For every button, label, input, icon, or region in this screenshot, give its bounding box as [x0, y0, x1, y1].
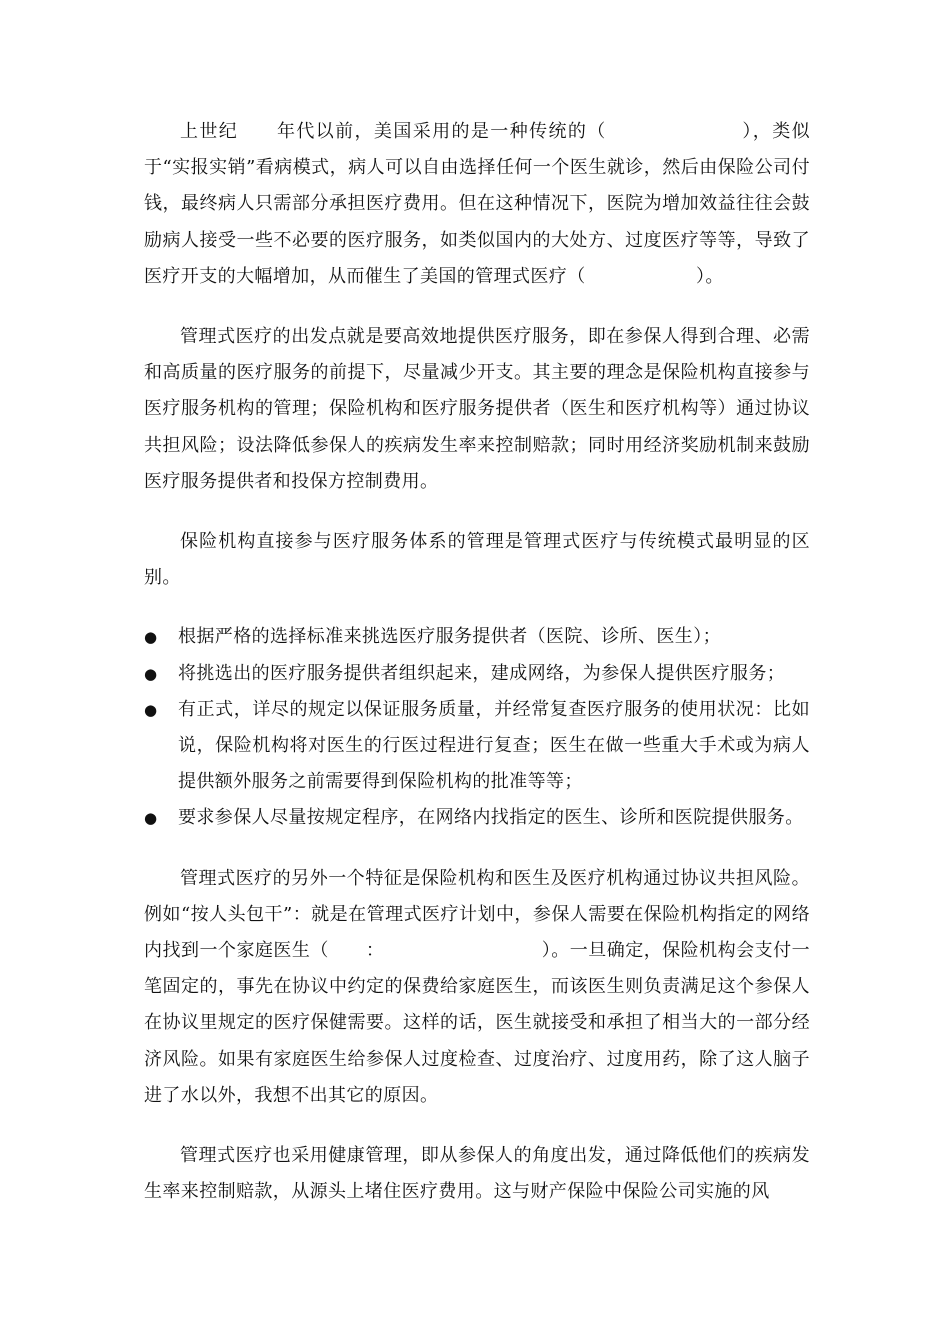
list-item-text: 根据严格的选择标准来挑选医疗服务提供者（医院、诊所、医生）； — [178, 626, 721, 648]
bullet-dot-icon: ● — [144, 628, 158, 647]
paragraph-difference: 保险机构直接参与医疗服务体系的管理是管理式医疗与传统模式最明显的区别。 — [144, 531, 810, 589]
list-item — [144, 692, 810, 801]
list-item-text: 要求参保人尽量按规定程序，在网络内找指定的医生、诊所和医院提供服务。 — [178, 807, 804, 829]
bullet-list — [144, 619, 810, 836]
paragraph-health-management: 管理式医疗也采用健康管理，即从参保人的角度出发，通过降低他们的疾病发生率来控制赔款，从源头上堵住医疗费用。这与财产保险中保险公司实施的风 — [144, 1145, 810, 1203]
paragraph-history: 上世纪 年代以前，美国采用的是一种传统的（ ），类似于“实报实销”看病模式，病人可以自由选择任何一个医生就诊，然后由保险公司付钱，最终病人只需部分承担医疗费用。但在这种情况下，医院为增加效益往往会鼓励病人接受一些不必要的医疗服务，如类似国内的大处方、过度医疗等等，导致了医疗开支的大幅增加，从而催生了美国的管理式医疗（ ）。 — [144, 121, 810, 287]
document-body — [144, 114, 810, 1210]
paragraph-principles: 管理式医疗的出发点就是要高效地提供医疗服务，即在参保人得到合理、必需和高质量的医疗服务的前提下，尽量减少开支。其主要的理念是保险机构直接参与医疗服务机构的管理；保险机构和医疗服务提供者（医生和医疗机构等）通过协议共担风险；设法降低参保人的疾病发生率来控制赔款；同时用经济奖励机制来鼓励医疗服务提供者和投保方控制费用。 — [144, 326, 810, 492]
bullet-dot-icon: ● — [144, 664, 158, 683]
list-item — [144, 800, 810, 836]
paragraph-risk-sharing: 管理式医疗的另外一个特征是保险机构和医生及医疗机构通过协议共担风险。例如“按人头包干”：就是在管理式医疗计划中，参保人需要在保险机构指定的网络内找到一个家庭医生（ ： ）。一旦确定，保险机构会支付一笔固定的，事先在协议中约定的保费给家庭医生，而该医生则负责满足这个参保人在协议里规定的医疗保健需要。这样的话，医生就接受和承担了相当大的一部分经济风险。如果有家庭医生给参保人过度检查、过度治疗、过度用药，除了这人脑子进了水以外，我想不出其它的原因。 — [144, 867, 810, 1106]
list-item — [144, 656, 810, 692]
list-item — [144, 619, 810, 655]
list-item-text: 有正式，详尽的规定以保证服务质量，并经常复查医疗服务的使用状况：比如说，保险机构将对医生的行医过程进行复查；医生在做一些重大手术或为病人提供额外服务之前需要得到保险机构的批准等等； — [178, 698, 810, 793]
bullet-dot-icon: ● — [144, 700, 158, 719]
list-item-text: 将挑选出的医疗服务提供者组织起来，建成网络，为参保人提供医疗服务； — [178, 662, 786, 684]
bullet-dot-icon: ● — [144, 809, 158, 828]
